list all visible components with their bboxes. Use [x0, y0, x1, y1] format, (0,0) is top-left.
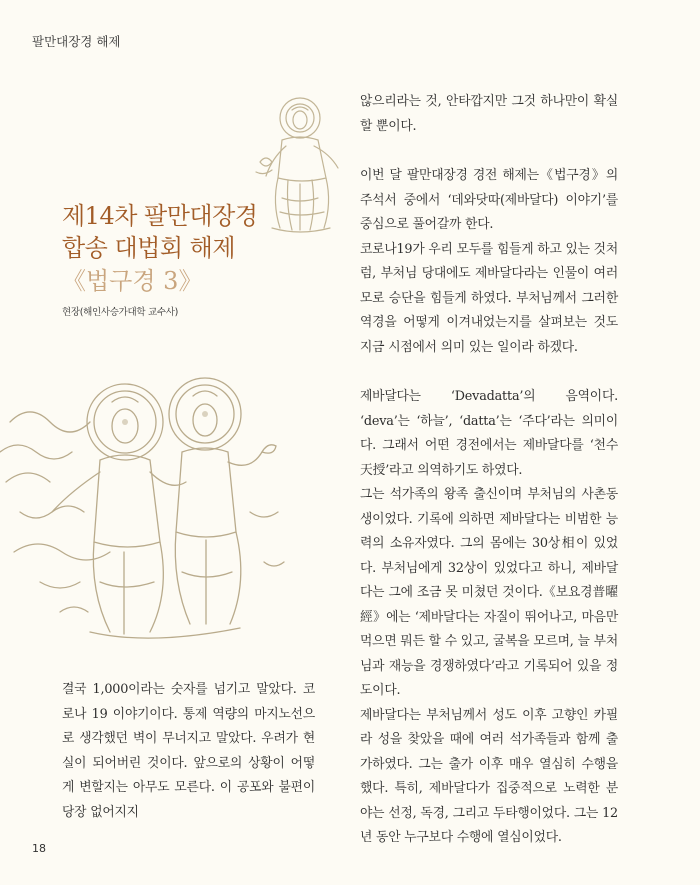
paragraph: 않으리라는 것, 안타깝지만 그것 하나만이 확실할 뿐이다.: [360, 94, 618, 134]
paragraph: 결국 1,000이라는 숫자를 넘기고 말았다. 코로나 19 이야기이다. 통제 역량의 마지노선으로 생각했던 벽이 무너지고 말았다. 우려가 현실이 되어버린 것이다. 앞으로의 상황이 어떻게 변할지는 아무도 모른다. 이 공포와 불편이 당장 없어지지: [62, 682, 315, 820]
paragraph: 제바달다는 ‘Devadatta’의 음역이다. ‘deva’는 ‘하늘’, ‘datta’는 ‘주다’라는 의미이다. 그래서 어떤 경전에서는 제바달다를 ‘천수天授’라고 의역하기도 하였다.: [360, 389, 618, 478]
deities-illustration: [0, 362, 300, 662]
paragraph: 이번 달 팔만대장경 경전 해제는《법구경》의 주석서 중에서 ‘데와닷따(제바달다) 이야기’를 중심으로 풀어갈까 한다.: [360, 168, 618, 232]
article-title-line-1: 제14차 팔만대장경: [62, 202, 258, 230]
article-title-line-2: 합송 대법회 해제: [62, 234, 236, 262]
paragraph: 그는 석가족의 왕족 출신이며 부처님의 사촌동생이었다. 기록에 의하면 제바달다는 비범한 능력의 소유자였다. 그의 몸에는 30상相이 있었다. 부처님에게 32상이 있었다고 하니, 제바달다는 그에 조금 못 미쳤던 것이다.《보요경普曜經》에는 ‘제바달다는 자질이 뛰어나고, 마음만 먹으면 뭐든 할 수 있고, 굴복을 모르며, 늘 부처님과 재능을 경쟁하였다’라고 기록되어 있을 정도이다.: [360, 487, 618, 698]
article-subtitle: 《법구경 3》: [62, 267, 203, 295]
page-number: 18: [32, 842, 46, 855]
article-title-block: [62, 200, 302, 298]
right-text-column: [360, 90, 618, 851]
running-head: 팔만대장경 해제: [32, 34, 121, 49]
left-text-column: [62, 678, 315, 825]
author-byline: 현장(해인사승가대학 교수사): [62, 307, 179, 318]
paragraph: 제바달다는 부처님께서 성도 이후 고향인 카필라 성을 찾았을 때에 여러 석가족들과 함께 출가하였다. 그는 출가 이후 매우 열심히 수행을 했다. 특히, 제바달다가 집중적으로 노력한 분야는 선정, 독경, 그리고 두타행이었다. 그는 12년 동안 누구보다 수행에 열심이었다.: [360, 707, 618, 845]
paragraph: 코로나19가 우리 모두를 힘들게 하고 있는 것처럼, 부처님 당대에도 제바달다라는 인물이 여러모로 승단을 힘들게 하였다. 부처님께서 그러한 역경을 어떻게 이겨내었는지를 살펴보는 것도 지금 시점에서 의미 있는 일이라 하겠다.: [360, 241, 619, 355]
